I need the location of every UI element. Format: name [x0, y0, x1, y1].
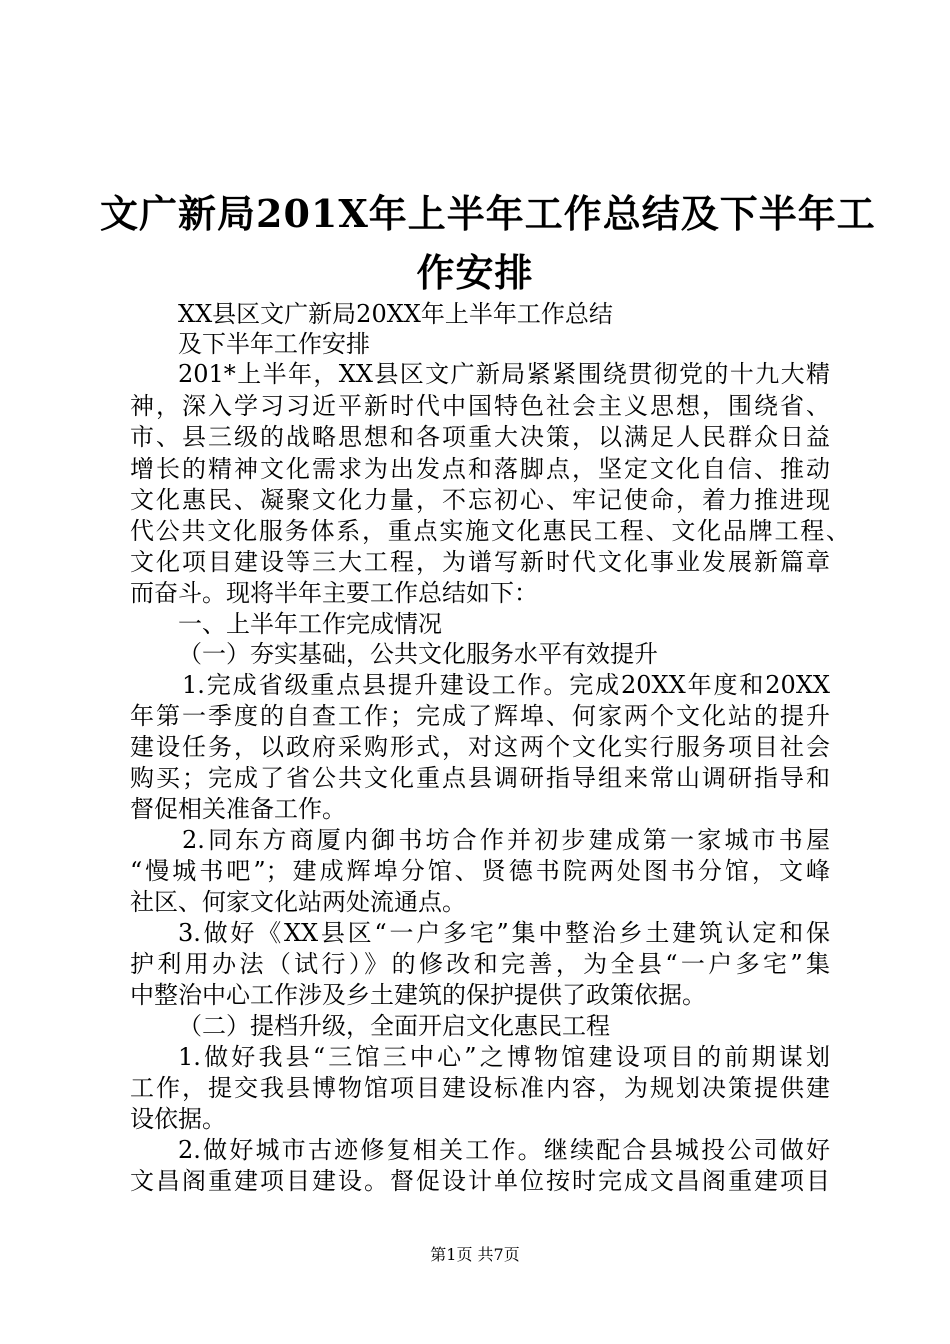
paragraph-line: 工作，提交我县博物馆项目建设标准内容，为规划决策提供建	[130, 1074, 830, 1102]
paragraph-line: 购买；完成了省公共文化重点县调研指导组来常山调研指导和	[130, 764, 830, 792]
paragraph-line: 建设任务，以政府采购形式，对这两个文化实行服务项目社会	[130, 733, 830, 761]
paragraph-line: 而奋斗。现将半年主要工作总结如下：	[130, 579, 538, 607]
paragraph-line: 2.同东方商厦内御书坊合作并初步建成第一家城市书屋	[182, 826, 830, 854]
document-title-line-2: 作安排	[416, 250, 534, 295]
paragraph-line: 市、县三级的战略思想和各项重大决策，以满足人民群众日益	[130, 423, 830, 451]
paragraph-line: 神，深入学习习近平新时代中国特色社会主义思想，围绕省、	[130, 392, 830, 420]
paragraph-line: 1.做好我县“三馆三中心”之博物馆建设项目的前期谋划	[178, 1043, 830, 1071]
subtitle-line-2: 及下半年工作安排	[178, 330, 370, 358]
subsection-heading: （一）夯实基础，公共文化服务水平有效提升	[178, 640, 658, 668]
paragraph-line: 设依据。	[130, 1105, 226, 1133]
paragraph-line: 增长的精神文化需求为出发点和落脚点，坚定文化自信、推动	[130, 455, 830, 483]
document-title-line-1: 文广新局201X年上半年工作总结及下半年工	[100, 191, 876, 236]
paragraph-line: 文化项目建设等三大工程，为谱写新时代文化事业发展新篇章	[130, 548, 830, 576]
paragraph-line: 中整治中心工作涉及乡土建筑的保护提供了政策依据。	[130, 981, 706, 1009]
paragraph-line: 年第一季度的自查工作；完成了辉埠、何家两个文化站的提升	[130, 702, 830, 730]
paragraph-line: 社区、何家文化站两处流通点。	[130, 888, 466, 916]
paragraph-line: 2.做好城市古迹修复相关工作。继续配合县城投公司做好	[178, 1136, 830, 1164]
paragraph-line: 文化惠民、凝聚文化力量，不忘初心、牢记使命，着力推进现	[130, 486, 830, 514]
section-heading: 一、上半年工作完成情况	[178, 610, 442, 638]
paragraph-line: “慢城书吧”；建成辉埠分馆、贤德书院两处图书分馆，文峰	[130, 857, 830, 885]
paragraph-line: 1.完成省级重点县提升建设工作。完成20XX年度和20XX	[182, 671, 830, 699]
paragraph-line: 代公共文化服务体系，重点实施文化惠民工程、文化品牌工程、	[130, 517, 850, 545]
subtitle-line-1: XX县区文广新局20XX年上半年工作总结	[178, 300, 613, 328]
paragraph-line: 督促相关准备工作。	[130, 795, 346, 823]
paragraph-line: 201*上半年，XX县区文广新局紧紧围绕贯彻党的十九大精	[178, 360, 830, 388]
subsection-heading: （二）提档升级，全面开启文化惠民工程	[178, 1012, 610, 1040]
page-footer: 第1页 共7页	[430, 1245, 520, 1264]
paragraph-line: 护利用办法（试行）》的修改和完善，为全县“一户多宅”集	[130, 950, 830, 978]
paragraph-line: 文昌阁重建项目建设。督促设计单位按时完成文昌阁重建项目	[130, 1167, 830, 1195]
paragraph-line: 3.做好《XX县区“一户多宅”集中整治乡土建筑认定和保	[178, 919, 830, 947]
